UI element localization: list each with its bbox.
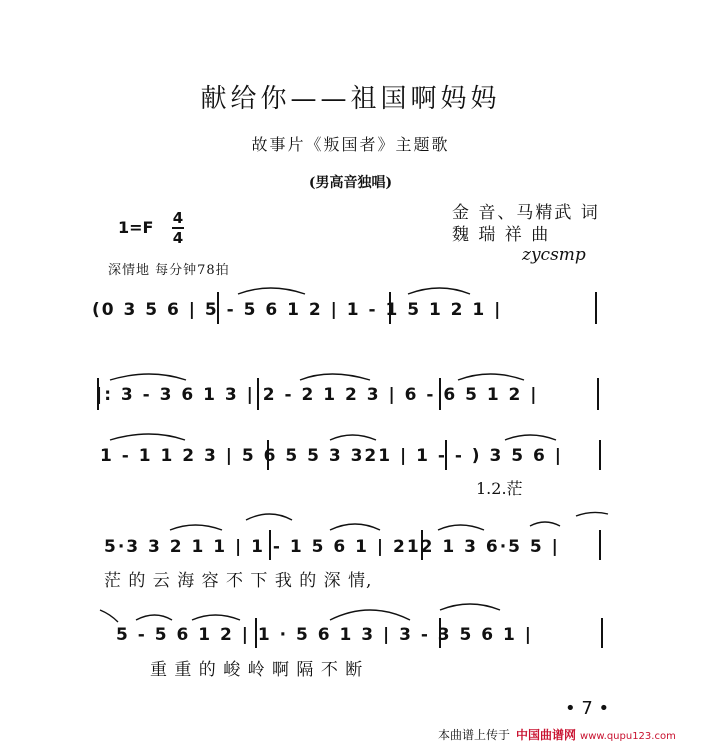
handwritten-signature: zycsmp (522, 245, 586, 265)
slur (246, 514, 292, 520)
slur (440, 604, 500, 610)
lyricist-credit: 金 音、马精武 词 (452, 203, 600, 223)
site-brand: 中国曲谱网 (516, 728, 577, 742)
lyrics-line-5: 重 重 的 峻 岭 啊 隔 不 断 (150, 660, 364, 680)
slur (408, 288, 470, 294)
slur (458, 374, 524, 380)
upload-text: 本曲谱上传于 (438, 728, 511, 742)
time-signature-bottom: 4 (172, 229, 184, 247)
footer-watermark (438, 726, 676, 743)
slur (330, 435, 376, 440)
score-line-5: 5 - 5 6 1 2 | 1 · 5 6 1 3 | 3 - 3 5 6 1 | (116, 625, 533, 645)
slur (110, 434, 185, 440)
slur (100, 610, 118, 622)
score-line-3: 1 - 1 1 2 3 | 5 6 5 5 3 321 | 1 - - ) 3 5 6 | (100, 446, 563, 466)
time-signature-top: 4 (172, 209, 184, 227)
slur (438, 525, 484, 530)
slur (170, 525, 222, 530)
song-title: 献给你——祖国啊妈妈 (200, 84, 501, 114)
tempo-marking: 深情地 每分钟78拍 (108, 263, 230, 278)
key-signature: 1=F (118, 218, 154, 237)
composer-credit: 魏 瑞 祥 曲 (452, 225, 551, 245)
site-url: www.qupu123.com (580, 731, 676, 742)
slur (530, 522, 560, 526)
slur (330, 524, 380, 530)
slur (576, 512, 608, 516)
voice-type: (男高音独唱) (308, 175, 393, 191)
slur (300, 374, 370, 380)
score-line-4: 5·3 3 2 1 1 | 1 - 1 5 6 1 | 212 1 3 6·5 5 | (104, 537, 560, 557)
verse-marker: 1.2.茫 (476, 479, 523, 498)
lyrics-line-4: 茫 的 云 海 容 不 下 我 的 深 情, (104, 571, 373, 591)
score-line-2: |: 3 - 3 6 1 3 | 2 - 2 1 2 3 | 6 - 6 5 1 2 | (96, 385, 539, 405)
slur (192, 615, 240, 620)
slur (136, 615, 172, 620)
song-subtitle: 故事片《叛国者》主题歌 (251, 135, 450, 154)
page-number: • 7 • (565, 698, 610, 719)
slur (330, 610, 410, 620)
score-line-1: (0 3 5 6 | 5 - 5 6 1 2 | 1 - 1 5 1 2 1 | (92, 300, 503, 320)
slur (110, 374, 186, 380)
slur (505, 435, 556, 440)
slur (238, 288, 305, 294)
